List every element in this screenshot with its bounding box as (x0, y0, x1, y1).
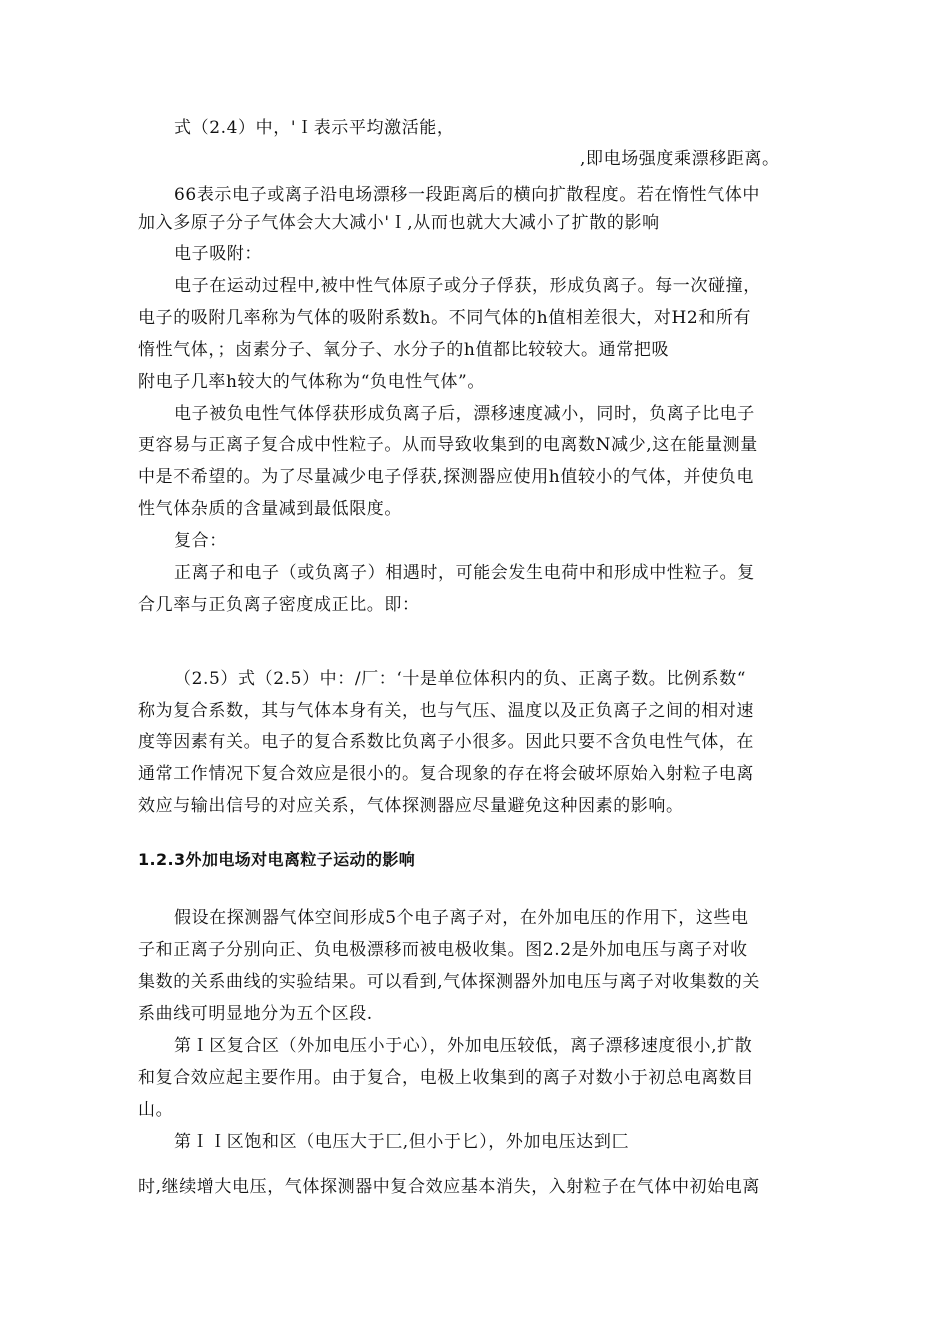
text-line: 系曲线可明显地分为五个区段. (138, 1004, 373, 1024)
text-line: 66表示电子或离子沿电场漂移一段距离后的横向扩散程度。若在惰性气体中 (174, 185, 761, 205)
text-line: 子和正离子分别向正、负电极漂移而被电极收集。图2.2是外加电压与离子对收 (138, 940, 748, 960)
text-line: 第ＩＩ区饱和区（电压大于匚,但小于匕），外加电压达到匚 (174, 1132, 630, 1152)
text-line: 正离子和电子（或负离子）相遇时，可能会发生电荷中和形成中性粒子。复 (174, 563, 755, 583)
text-line: 时,继续增大电压，气体探测器中复合效应基本消失，入射粒子在气体中初始电离 (138, 1177, 761, 1197)
text-line: 称为复合系数，其与气体本身有关，也与气压、温度以及正负离子之间的相对速 (138, 701, 754, 721)
text-line: 电子在运动过程中,被中性气体原子或分子俘获，形成负离子。每一次碰撞， (174, 276, 761, 296)
text-line: 度等因素有关。电子的复合系数比负离子小很多。因此只要不含负电性气体，在 (138, 732, 754, 752)
text-line: ,即电场强度乘漂移距离。 (580, 149, 780, 169)
text-line: （2.5）式（2.5）中：/厂：‘十是单位体积内的负、正离子数。比例系数“ (174, 669, 747, 689)
text-line: 式（2.4）中，'Ｉ表示平均激活能， (174, 118, 455, 138)
text-line: 附电子几率h较大的气体称为“负电性气体”。 (138, 372, 485, 392)
text-line: 山。 (138, 1100, 174, 1120)
section-heading: 1.2.3外加电场对电离粒子运动的影响 (138, 850, 416, 869)
text-line: 中是不希望的。为了尽量减少电子俘获,探测器应使用h值较小的气体，并使负电 (138, 467, 754, 487)
text-line: 性气体杂质的含量减到最低限度。 (138, 499, 402, 519)
section-label: 电子吸附： (174, 244, 262, 264)
text-line: 效应与输出信号的对应关系，气体探测器应尽量避免这种因素的影响。 (138, 796, 684, 816)
text-line: 第Ｉ区复合区（外加电压小于心），外加电压较低，离子漂移速度很小,扩散 (174, 1036, 753, 1056)
text-line: 合几率与正负离子密度成正比。即： (138, 595, 420, 615)
text-line: 更容易与正离子复合成中性粒子。从而导致收集到的电离数N减少,这在能量测量 (138, 435, 758, 455)
text-line: 和复合效应起主要作用。由于复合，电极上收集到的离子对数小于初总电离数目 (138, 1068, 754, 1088)
text-line: 电子被负电性气体俘获形成负离子后，漂移速度减小，同时，负离子比电子 (174, 404, 755, 424)
text-line: 集数的关系曲线的实验结果。可以看到,气体探测器外加电压与离子对收集数的关 (138, 972, 761, 992)
text-line: 假设在探测器气体空间形成5个电子离子对，在外加电压的作用下，这些电 (174, 908, 749, 928)
section-label: 复合： (174, 531, 227, 551)
text-line: 通常工作情况下复合效应是很小的。复合现象的存在将会破坏原始入射粒子电离 (138, 764, 754, 784)
text-line: 电子的吸附几率称为气体的吸附系数h。不同气体的h值相差很大，对H2和所有 (138, 308, 752, 328)
text-line: 加入多原子分子气体会大大减小'Ｉ,从而也就大大减小了扩散的影响 (138, 213, 660, 233)
text-line: 惰性气体，；卤素分子、氧分子、水分子的h值都比较较大。通常把吸 (138, 340, 670, 360)
